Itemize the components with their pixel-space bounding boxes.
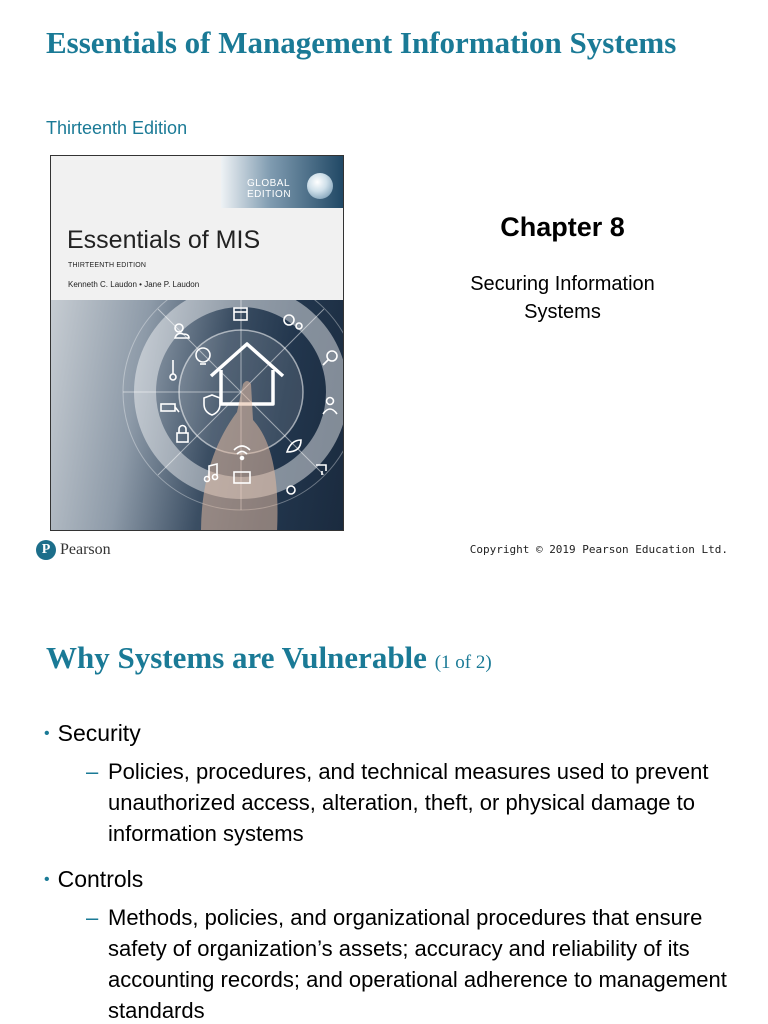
slide-title	[46, 640, 492, 676]
sub-bullet-item	[86, 756, 736, 849]
content-slide	[0, 578, 768, 1024]
dash-icon: –	[86, 759, 99, 784]
footer-logo-text: Pearson	[60, 541, 111, 558]
bullet-item	[44, 864, 143, 895]
chapter-title: Securing Information Systems	[470, 273, 655, 323]
thermometer-icon	[170, 360, 176, 380]
global-edition-line1: GLOBAL	[247, 178, 291, 189]
book-cover	[50, 155, 344, 531]
sun-icon	[287, 486, 295, 494]
cover-title: Essentials of MIS	[67, 226, 261, 254]
bullet-icon: •	[44, 871, 50, 888]
global-edition-line2: EDITION	[247, 189, 292, 200]
slide-title-text: Why Systems are Vulnerable	[46, 640, 427, 675]
footer-pearson-logo	[36, 540, 111, 560]
cover-photo	[51, 300, 344, 531]
bullet-label: Security	[57, 720, 141, 746]
dash-icon: –	[86, 905, 99, 930]
sub-bullet-text: Policies, procedures, and technical measures used to prevent unauthorized access, alteration, theft, or physical damage to information systems	[108, 759, 709, 846]
bullet-label: Controls	[57, 866, 144, 892]
chapter-number: Chapter 8	[500, 212, 625, 242]
slide-part-indicator: (1 of 2)	[434, 652, 492, 673]
sub-bullet-item	[86, 902, 736, 1024]
globe-icon	[307, 173, 333, 199]
lock-icon	[177, 426, 188, 443]
sub-bullet-text: Methods, policies, and organizational procedures that ensure safety of organization’s assets; accuracy and reliability of its accounting records; and operational adherence to management standards	[108, 905, 727, 1023]
bullet-item	[44, 718, 141, 749]
bullet-icon: •	[44, 725, 50, 742]
pearson-logo-icon: P	[36, 540, 56, 560]
global-edition-banner	[221, 156, 344, 208]
cover-authors: Kenneth C. Laudon • Jane P. Laudon	[68, 280, 200, 289]
cover-subtitle: THIRTEENTH EDITION	[68, 262, 147, 269]
book-title: Essentials of Management Information Systems	[46, 25, 677, 60]
copyright-notice: Copyright © 2019 Pearson Education Ltd.	[469, 543, 728, 556]
camera-icon	[161, 404, 179, 412]
edition-label: Thirteenth Edition	[46, 118, 188, 138]
